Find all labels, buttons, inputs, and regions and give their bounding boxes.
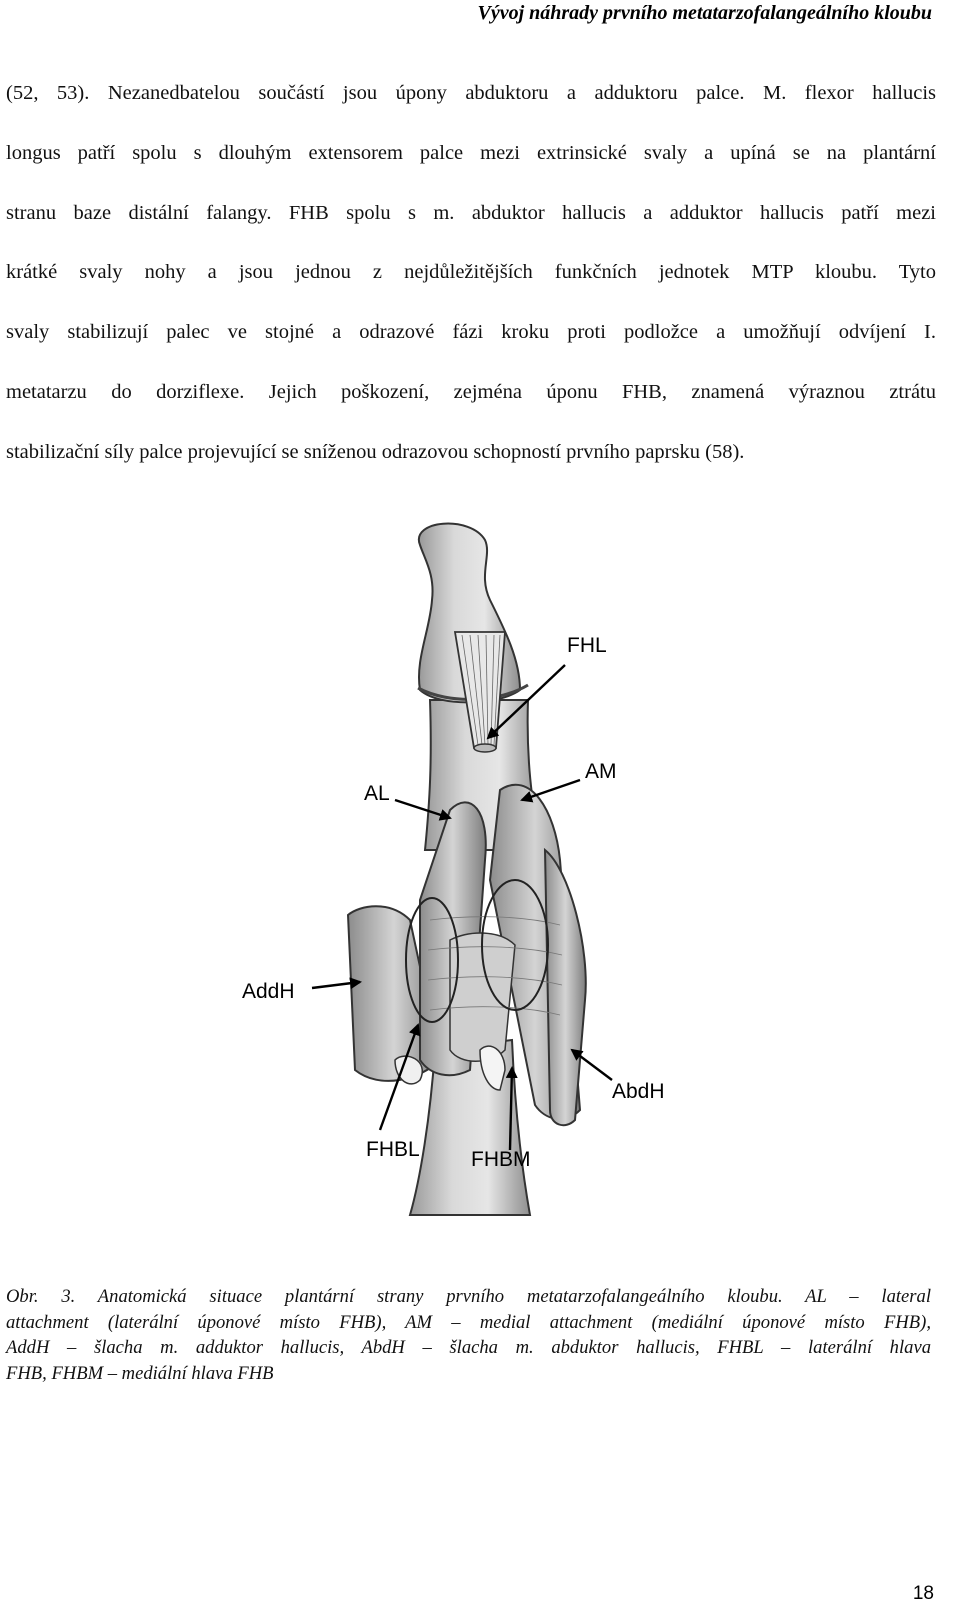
label-fhbl: FHBL bbox=[366, 1138, 420, 1161]
label-addh: AddH bbox=[242, 980, 295, 1003]
label-fhl: FHL bbox=[567, 634, 607, 657]
body-line: stranu baze distální falangy. FHB spolu s m. abduktor hallucis a adduktor hallucis patří mezi bbox=[6, 201, 936, 224]
body-line: longus patří spolu s dlouhým extensorem palce mezi extrinsické svaly a upíná se na plantární bbox=[6, 141, 936, 164]
label-abdh: AbdH bbox=[612, 1080, 665, 1103]
body-line: metatarzu do dorziflexe. Jejich poškození, zejména úponu FHB, znamená výraznou ztrátu bbox=[6, 380, 936, 403]
figure-caption bbox=[6, 1284, 931, 1386]
label-fhbm: FHBM bbox=[471, 1148, 531, 1171]
label-am: AM bbox=[585, 760, 617, 783]
abdh-muscle bbox=[545, 850, 586, 1125]
body-line: stabilizační síly palce projevující se sníženou odrazovou schopností prvního paprsku (58). bbox=[6, 440, 745, 463]
caption-line: AddH – šlacha m. adduktor hallucis, AbdH – šlacha m. abduktor hallucis, FHBL – laterální hlava bbox=[6, 1337, 931, 1358]
page-number: 18 bbox=[912, 1583, 934, 1604]
body-line: krátké svaly nohy a jsou jednou z nejdůležitějších funkčních jednotek MTP kloubu. Tyto bbox=[6, 261, 936, 284]
anatomy-figure bbox=[230, 520, 700, 1260]
caption-line: attachment (laterální úponové místo FHB), AM – medial attachment (mediální úponové místo FHB), bbox=[6, 1311, 931, 1333]
body-paragraph bbox=[6, 64, 936, 483]
body-line: (52, 53). Nezanedbatelou součástí jsou úpony abduktoru a adduktoru palce. M. flexor hallucis bbox=[6, 82, 936, 104]
anatomy-illustration bbox=[230, 520, 700, 1260]
body-line: svaly stabilizují palec ve stojné a odrazové fázi kroku proti podložce a umožňují odvíjení I. bbox=[6, 321, 936, 344]
label-al: AL bbox=[364, 782, 390, 805]
caption-line: Obr. 3. Anatomická situace plantární strany prvního metatarzofalangeálního kloubu. AL – lateral bbox=[6, 1286, 931, 1307]
caption-line: FHB, FHBM – mediální hlava FHB bbox=[6, 1362, 274, 1384]
running-header: Vývoj náhrady prvního metatarzofalangeálního kloubu bbox=[477, 2, 932, 24]
